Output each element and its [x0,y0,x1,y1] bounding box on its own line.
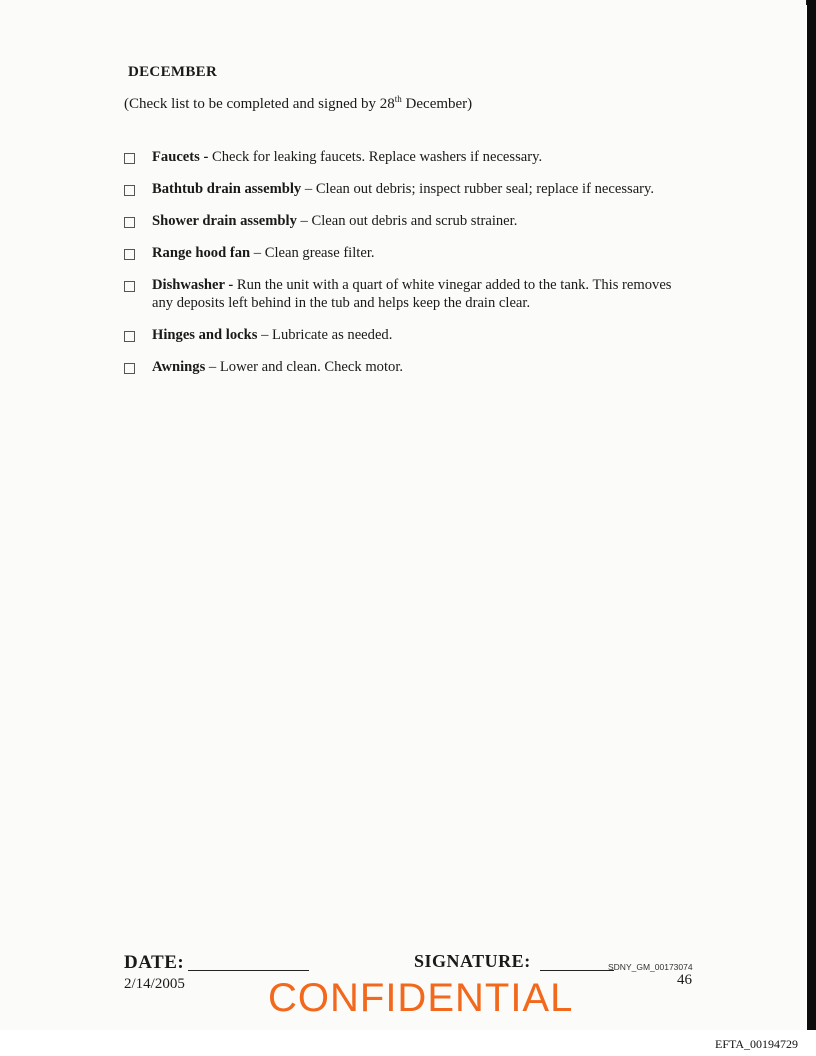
date-value: 2/14/2005 [124,976,185,992]
task-name: Hinges and locks [152,327,258,343]
task-name: Dishwasher - [152,277,237,293]
bates-number: SDNY_GM_00173074 [608,962,693,972]
instruction-text [124,96,472,113]
task-text [152,276,684,312]
checklist-item-dishwasher [124,276,684,312]
task-name: Range hood fan [152,245,251,261]
instruction-superscript: th [394,94,402,104]
task-name: Shower drain assembly [152,213,297,229]
task-detail: – Clean out debris and scrub strainer. [296,213,518,229]
checkbox[interactable] [124,153,135,164]
checkbox[interactable] [124,331,135,342]
checkbox[interactable] [124,185,135,196]
task-detail: – Clean out debris; inspect rubber seal; replace if necessary. [301,181,655,197]
task-text [152,358,684,376]
checklist [124,148,684,390]
checkbox[interactable] [124,249,135,260]
checkbox[interactable] [124,363,135,374]
efta-id: EFTA_00194729 [715,1037,799,1051]
checkbox[interactable] [124,281,135,292]
checklist-item-range-hood-fan [124,244,684,262]
checklist-item-hinges-locks [124,326,684,344]
task-detail: – Lubricate as needed. [257,327,393,343]
task-text [152,326,684,344]
page-number: 46 [677,972,692,988]
task-text [152,244,684,262]
task-name: Faucets - [152,149,212,165]
checklist-item-bathtub-drain [124,180,684,198]
task-detail: Check for leaking faucets. Replace washers if necessary. [211,149,543,165]
checkbox[interactable] [124,217,135,228]
task-detail: – Lower and clean. Check motor. [205,359,404,375]
signature-label: SIGNATURE: [414,951,531,971]
checklist-item-awnings [124,358,684,376]
task-detail: Run the unit with a quart of white vinegar added to the tank. This removes any deposits left behind in the tub and helps keep the drain clear. [152,277,672,311]
scan-right-edge [807,0,816,1030]
task-text [152,212,684,230]
date-label: DATE: [124,952,185,973]
checklist-item-shower-drain [124,212,684,230]
task-name: Bathtub drain assembly [152,181,302,197]
task-name: Awnings [152,359,206,375]
checklist-item-faucets [124,148,684,166]
page-heading: DECEMBER [128,64,218,80]
instruction-prefix: (Check list to be completed and signed by 28 [124,96,395,112]
date-line [188,970,309,971]
signature-line [540,970,614,971]
task-detail: – Clean grease filter. [250,245,375,261]
instruction-suffix: December) [401,96,473,112]
confidential-stamp: CONFIDENTIAL [268,976,574,1020]
task-text [152,148,684,166]
task-text [152,180,684,198]
